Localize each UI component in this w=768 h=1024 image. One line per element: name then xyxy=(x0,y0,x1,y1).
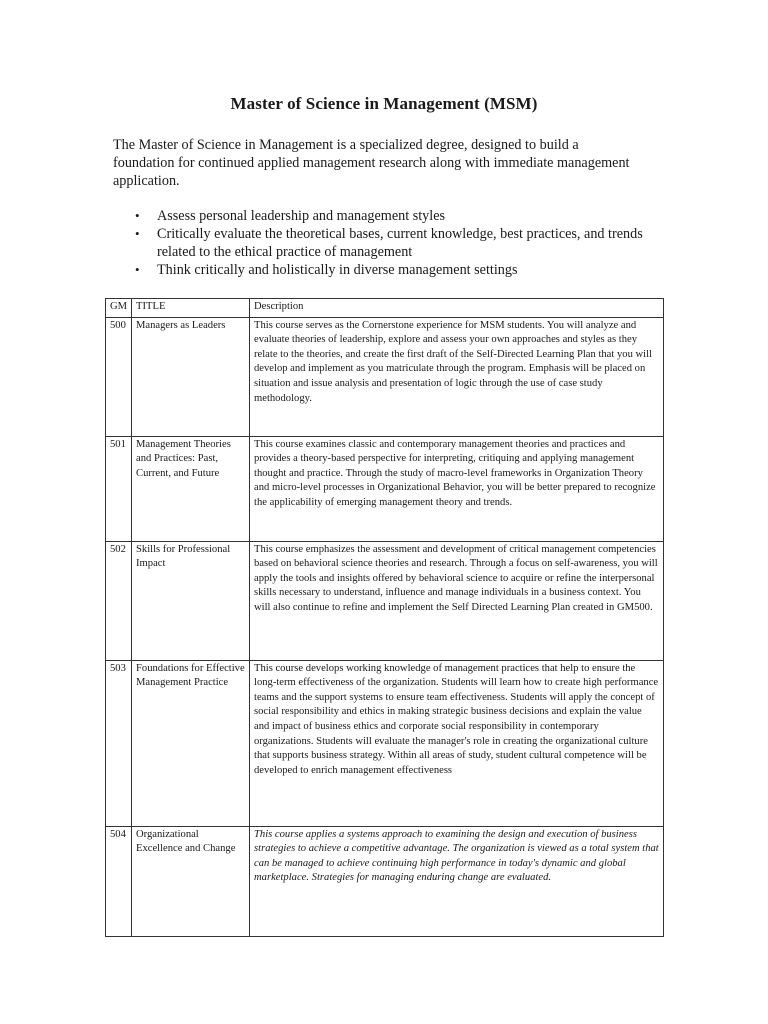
course-description: This course develops working knowledge of management practices that help to ensure the long-term effectiveness of the organization. Students will learn how to create high performance teams and the support systems to ensure team effectiveness. Students will apply the concept of social responsibility and ethics in making strategic business decisions and explain the value and impact of business ethics and corporate social responsibility in contemporary organizations. Students will evaluate the manager's role in creating the organizational culture that supports business strategy. Within all areas of study, student cultural competence will be developed to enrich management effectiveness xyxy=(250,660,664,826)
table-row xyxy=(106,541,664,660)
course-number: 504 xyxy=(106,826,132,936)
bullet-icon: • xyxy=(135,226,140,241)
course-description: This course serves as the Cornerstone experience for MSM students. You will analyze and evaluate theories of leadership, explore and assess your own approaches and styles as they relate to the theories, and create the first draft of the Self-Directed Learning Plan that you will develop and implement as you matriculate through the program. Emphasis will be placed on situation and issue analysis and presentation of logic through the use of case study methodology. xyxy=(250,317,664,436)
header-description: Description xyxy=(250,299,664,318)
list-item xyxy=(113,207,653,225)
course-title: Management Theories and Practices: Past, Current, and Future xyxy=(132,436,250,541)
intro-paragraph: The Master of Science in Management is a specialized degree, designed to build a foundation for continued applied management research along with immediate management application. xyxy=(113,137,630,189)
bullet-icon: • xyxy=(135,208,140,223)
course-title: Foundations for Effective Management Practice xyxy=(132,660,250,826)
list-item xyxy=(113,225,653,261)
course-number: 501 xyxy=(106,436,132,541)
table-header-row xyxy=(106,299,664,318)
course-table xyxy=(105,298,664,937)
course-title: Organizational Excellence and Change xyxy=(132,826,250,936)
course-number: 502 xyxy=(106,541,132,660)
bullet-icon: • xyxy=(135,262,140,277)
course-description: This course applies a systems approach to examining the design and execution of business strategies to achieve a competitive advantage. The organization is viewed as a total system that can be managed to achieve continuing high performance in today's dynamic and global marketplace. Strategies for managing enduring change are evaluated. xyxy=(250,826,664,936)
course-number: 500 xyxy=(106,317,132,436)
list-item-text: Critically evaluate the theoretical bases, current knowledge, best practices, and trends related to the ethical practice of management xyxy=(157,226,643,260)
objectives-list xyxy=(113,207,653,279)
list-item-text: Think critically and holistically in diverse management settings xyxy=(157,262,518,278)
course-number: 503 xyxy=(106,660,132,826)
table-row xyxy=(106,317,664,436)
list-item xyxy=(113,261,653,279)
table-row xyxy=(106,436,664,541)
table-row xyxy=(106,826,664,936)
page-title: Master of Science in Management (MSM) xyxy=(230,94,538,113)
header-gm: GM xyxy=(106,299,132,318)
list-item-text: Assess personal leadership and management styles xyxy=(157,208,446,224)
table-row xyxy=(106,660,664,826)
course-title: Managers as Leaders xyxy=(132,317,250,436)
course-description: This course emphasizes the assessment and development of critical management competencies based on behavioral science theories and research. Through a focus on self-awareness, you will apply the tools and insights offered by behavioral science to acquire or refine the interpersonal skills necessary to understand, influence and manage individuals in a business context. You will also continue to refine and implement the Self Directed Learning Plan created in GM500. xyxy=(250,541,664,660)
course-description: This course examines classic and contemporary management theories and practices and provides a theory-based perspective for interpreting, critiquing and applying management thought and practice. Through the study of macro-level frameworks in Organization Theory and micro-level processes in Organizational Behavior, you will be better prepared to recognize the applicability of emerging management theory and trends. xyxy=(250,436,664,541)
course-title: Skills for Professional Impact xyxy=(132,541,250,660)
header-title: TITLE xyxy=(132,299,250,318)
